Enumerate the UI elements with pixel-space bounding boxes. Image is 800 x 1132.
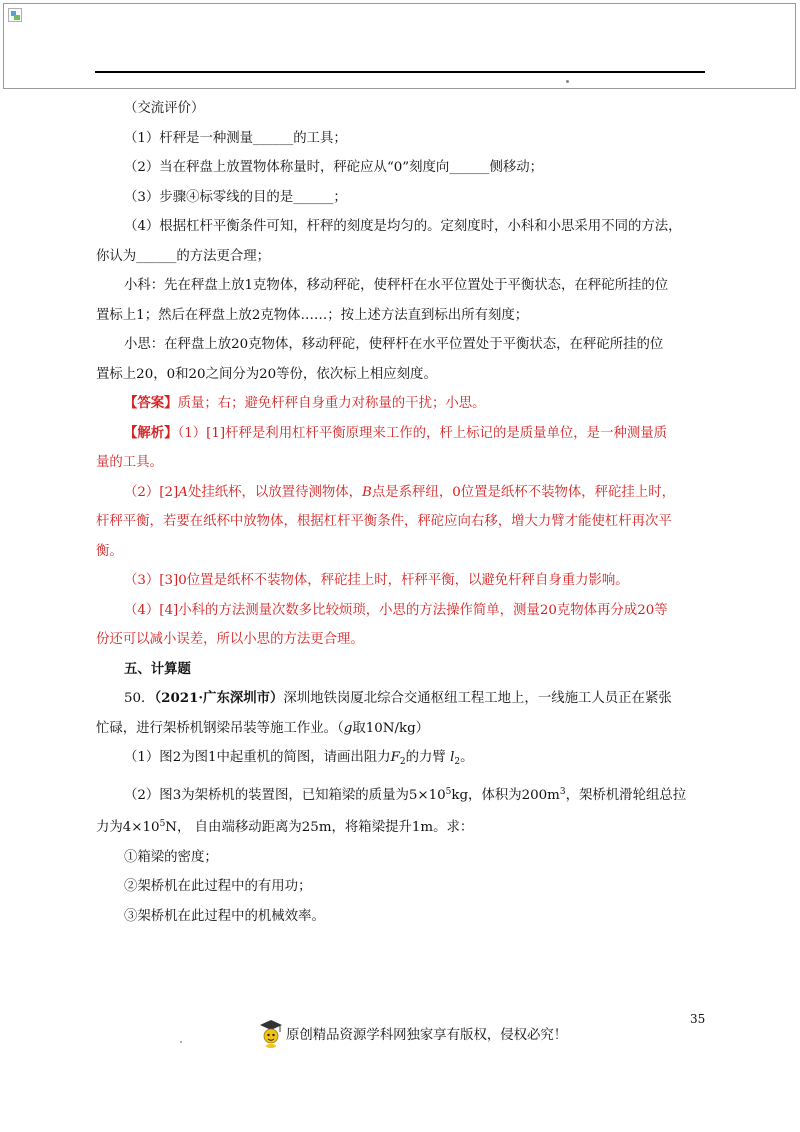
analysis-line: 衡。: [96, 543, 123, 559]
text-line: 小思：在秤盘上放20克物体，移动秤砣，使秤杆在水平位置处于平衡状态，在秤砣所挂的位: [124, 337, 664, 352]
question-part: 力为$4\times 10^5N$， 自由端移动距离为25m，将箱梁提升1m。求：: [96, 819, 474, 835]
question-line: 忙碌，进行架桥机钢梁吊装等施工作业。（g取10N/kg）: [96, 720, 430, 736]
question-line: 50．（2021·广东深圳市）深圳地铁岗厦北综合交通枢纽工程工地上，一线施工人员正在紧张: [124, 690, 672, 706]
question-number: 50．: [124, 691, 155, 706]
sub-question: ③架桥机在此过程中的机械效率。: [124, 908, 325, 924]
question-part: （2）图3为架桥机的装置图，已知箱梁的质量为$5\times 10^5kg$，体积为$200m^3$，架桥机滑轮组总拉: [124, 786, 687, 803]
answer-tag: 【答案】: [124, 395, 178, 411]
text-line: 置标上20，0和20之间分为20等份，依次标上相应刻度。: [96, 366, 437, 382]
analysis-line: 量的工具。: [96, 455, 163, 470]
text-line: （4）根据杠杆平衡条件可知，杆秤的刻度是均匀的。定刻度时，小科和小思采用不同的方法，: [124, 219, 682, 234]
analysis-line: 杆秤平衡，若要在纸杯中放物体，根据杠杆平衡条件，秤砣应向右移，增大力臂才能使杠杆再次平: [96, 514, 672, 529]
text-line: （1）杆秤是一种测量______的工具；: [124, 130, 347, 146]
footer: [258, 1018, 567, 1048]
analysis-line: （4）[4]小科的方法测量次数多比较烦琐，小思的方法操作简单，测量20克物体再分成20等: [124, 602, 668, 618]
mascot-icon: [258, 1018, 284, 1048]
footer-dot: [180, 1041, 182, 1043]
sub-question: ②架桥机在此过程中的有用功；: [124, 879, 312, 894]
sub-question: ①箱梁的密度；: [124, 849, 218, 865]
analysis-line: （2）[2]A处挂纸杯，以放置待测物体，B点是系秤纽，0位置是纸杯不装物体，秤砣挂上时，: [124, 484, 675, 500]
header-rule: [95, 71, 705, 73]
text-line: 你认为______的方法更合理；: [96, 248, 271, 264]
broken-image-icon: [8, 8, 22, 22]
analysis-line: （3）[3]0位置是纸杯不装物体，秤砣挂上时，杆秤平衡，以避免杆秤自身重力影响。: [124, 573, 629, 588]
text-line: （2）当在秤盘上放置物体称量时，秤砣应从“0”刻度向______侧移动；: [124, 160, 544, 175]
header-dot: [566, 80, 569, 83]
page-number: 35: [690, 1012, 706, 1026]
text-line: （3）步骤④标零线的目的是______；: [124, 189, 347, 205]
footer-text: 原创精品资源学科网独家享有版权，侵权必究！: [286, 1027, 568, 1043]
analysis-line: 份还可以减小误差，所以小思的方法更合理。: [96, 632, 364, 647]
question-source: （2021·广东深圳市）: [154, 690, 284, 706]
text-line: 小科：先在秤盘上放1克物体，移动秤砣，使秤杆在水平位置处于平衡状态，在秤砣所挂的位: [124, 278, 669, 293]
analysis-line: 【解析】（1）[1]杆秤是利用杠杆平衡原理来工作的，杆上标记的是质量单位，是一种测量质: [124, 424, 668, 441]
answer-text: 质量；右；避免杆秤自身重力对称量的干扰；小思。: [177, 396, 486, 411]
text-line: 置标上1；然后在秤盘上放2克物体……；按上述方法直到标出所有刻度；: [96, 307, 529, 323]
section-heading: 五、计算题: [124, 660, 191, 677]
analysis-tag: 【解析】: [124, 424, 178, 441]
question-part: （1）图2为图1中起重机的简图，请画出阻力$F_2$的力臂 $l_2$。: [124, 750, 474, 767]
text-line: （交流评价）: [124, 101, 205, 116]
answer-line: [96, 389, 714, 419]
page-content: [96, 94, 714, 931]
header-image-frame: [3, 3, 796, 89]
